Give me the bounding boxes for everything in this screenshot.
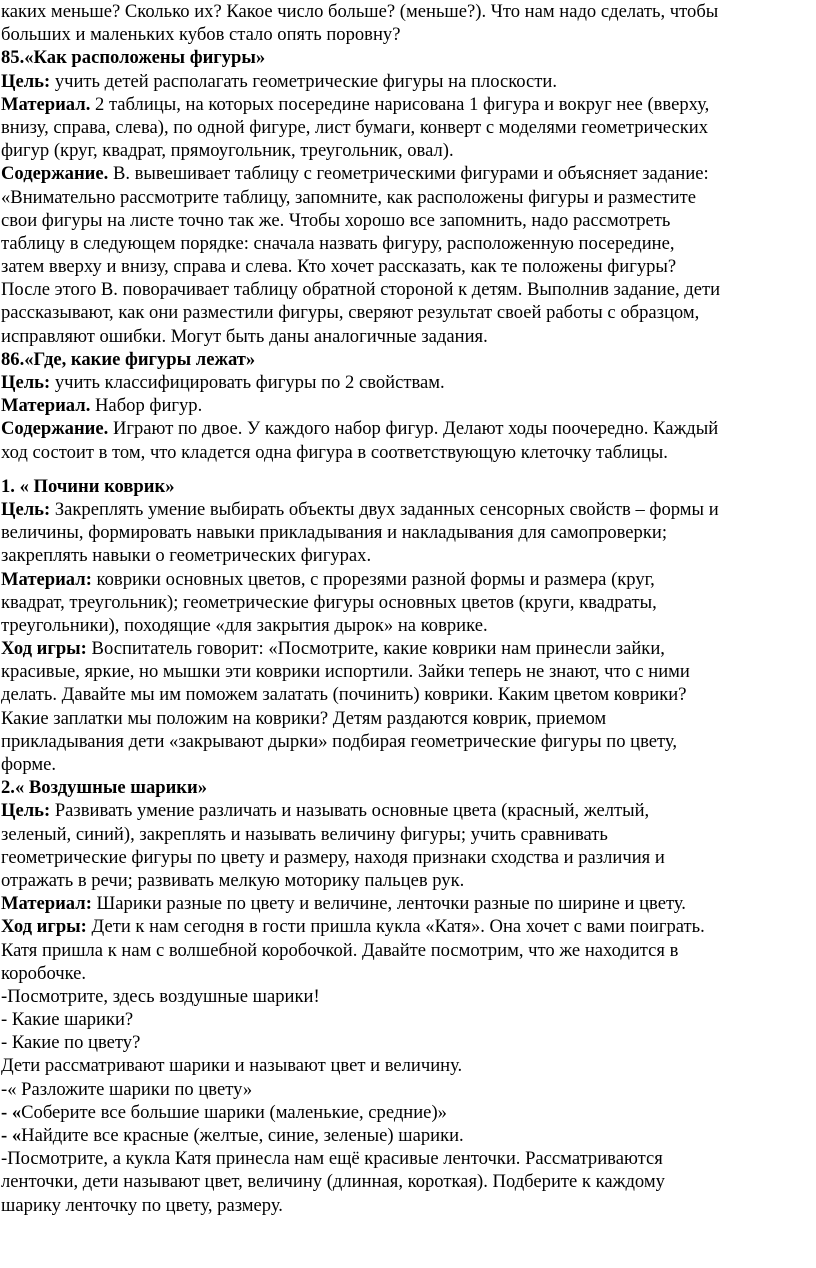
paragraph-line: исправляют ошибки. Могут быть даны аналогичные задания. (1, 325, 488, 347)
paragraph-line: отражать в речи; развивать мелкую моторику пальцев рук. (1, 869, 465, 891)
paragraph-line: - Какие шарики? (1, 1009, 134, 1031)
game-85-material: Материал. 2 таблицы, на которых посередине нарисована 1 фигура и вокруг нее (вверху, (1, 93, 710, 115)
paragraph-line: - Какие по цвету? (1, 1032, 141, 1054)
paragraph-line: затем вверху и внизу, справа и слева. Кто хочет рассказать, как те положены фигуры? (1, 256, 677, 278)
game-1-course: Ход игры: Воспитатель говорит: «Посмотрите, какие коврики нам принесли зайки, (1, 638, 665, 660)
paragraph-line: -« Разложите шарики по цвету» (1, 1078, 253, 1100)
game-2-goal: Цель: Развивать умение различать и называть основные цвета (красный, желтый, (1, 800, 650, 822)
paragraph-line: внизу, справа, слева), по одной фигуре, лист бумаги, конверт с моделями геометрических (1, 116, 709, 138)
course-label: Ход игры: (1, 638, 87, 660)
paragraph-line: рассказывают, как они разместили фигуры, сверяют результат своей работы с образцом, (1, 302, 700, 324)
game-2-material: Материал: Шарики разные по цвету и величине, ленточки разные по ширине и цвету. (1, 893, 686, 915)
game-2-title: 2.« Воздушные шарики» (1, 777, 208, 799)
content-label: Содержание. (1, 418, 109, 440)
paragraph-line: квадрат, треугольник); геометрические фигуры основных цветов (круги, квадраты, (1, 591, 657, 613)
paragraph-line: Какие заплатки мы положим на коврики? Детям раздаются коврик, приемом (1, 707, 607, 729)
collect-instruction: - «Соберите все большие шарики (маленькие, средние)» (1, 1101, 447, 1123)
material-label: Материал. (1, 93, 91, 115)
goal-label: Цель: (1, 70, 51, 92)
paragraph-line: фигур (круг, квадрат, прямоугольник, треугольник, овал). (1, 140, 454, 162)
material-label: Материал: (1, 893, 92, 915)
material-label: Материал. (1, 395, 91, 417)
paragraph-line: -Посмотрите, здесь воздушные шарики! (1, 985, 320, 1007)
paragraph-line: Дети рассматривают шарики и называют цвет и величину. (1, 1055, 463, 1077)
course-label: Ход игры: (1, 916, 87, 938)
game-85-title: 85.«Как расположены фигуры» (1, 47, 266, 69)
game-85-goal: Цель: учить детей располагать геометрические фигуры на плоскости. (1, 70, 558, 92)
paragraph-line: геометрические фигуры по цвету и размеру, находя признаки сходства и различия и (1, 846, 665, 868)
goal-label: Цель: (1, 800, 51, 822)
paragraph-line: форме. (1, 754, 57, 775)
paragraph-line: величины, формировать навыки прикладывания и накладывания для самопроверки; (1, 522, 667, 544)
game-86-material: Материал. Набор фигур. (1, 395, 203, 417)
paragraph-line: шарику ленточку по цвету, размеру. (1, 1194, 283, 1216)
intro-line: каких меньше? Сколько их? Какое число больше? (меньше?). Что нам надо сделать, чтобы (1, 1, 719, 22)
game-1-material: Материал: коврики основных цветов, с прорезями разной формы и размера (круг, (1, 568, 655, 590)
material-label: Материал: (1, 568, 92, 590)
paragraph-line: «Внимательно рассмотрите таблицу, запомните, как расположены фигуры и разместите (1, 186, 696, 208)
paragraph-line: свои фигуры на листе точно так же. Чтобы хорошо все запомнить, надо рассмотреть (1, 209, 671, 231)
section-gap (1, 464, 812, 475)
paragraph-line: таблицу в следующем порядке: сначала назвать фигуру, расположенную посередине, (1, 232, 675, 254)
game-86-title: 86.«Где, какие фигуры лежат» (1, 348, 256, 370)
content-label: Содержание. (1, 163, 109, 185)
find-instruction: - «Найдите все красные (желтые, синие, зеленые) шарики. (1, 1125, 464, 1146)
paragraph-line: треугольники), походящие «для закрытия дырок» на коврике. (1, 614, 488, 636)
game-1-goal: Цель: Закреплять умение выбирать объекты двух заданных сенсорных свойств – формы и (1, 498, 719, 520)
game-86-content: Содержание. Играют по двое. У каждого набор фигур. Делают ходы поочередно. Каждый (1, 418, 719, 440)
game-85-content: Содержание. В. вывешивает таблицу с геометрическими фигурами и объясняет задание: (1, 163, 709, 185)
paragraph-line: закреплять навыки о геометрических фигурах. (1, 545, 372, 567)
paragraph-line: красивые, яркие, но мышки эти коврики испортили. Зайки теперь не знают, что с ними (1, 661, 690, 683)
paragraph-line: зеленый, синий), закреплять и называть величину фигуры; учить сравнивать (1, 823, 608, 845)
paragraph-line: Катя пришла к нам с волшебной коробочкой. Давайте посмотрим, что же находится в (1, 939, 679, 961)
paragraph-line: прикладывания дети «закрывают дырки» подбирая геометрические фигуры по цвету, (1, 730, 677, 752)
paragraph-line: ленточки, дети называют цвет, величину (длинная, короткая). Подберите к каждому (1, 1171, 665, 1193)
goal-label: Цель: (1, 372, 51, 393)
paragraph-line: коробочке. (1, 962, 87, 984)
intro-line: больших и маленьких кубов стало опять поровну? (1, 24, 401, 46)
goal-label: Цель: (1, 498, 51, 520)
paragraph-line: делать. Давайте мы им поможем залатать (починить) коврики. Каким цветом коврики? (1, 684, 687, 706)
game-1-title: 1. « Почини коврик» (1, 475, 175, 497)
paragraph-line: -Посмотрите, а кукла Катя принесла нам ещё красивые ленточки. Рассматриваются (1, 1148, 663, 1170)
game-86-goal: Цель: учить классифицировать фигуры по 2 свойствам. (1, 372, 445, 393)
game-2-course: Ход игры: Дети к нам сегодня в гости пришла кукла «Катя». Она хочет с вами поиграть. (1, 916, 705, 938)
paragraph-line: После этого В. поворачивает таблицу обратной стороной к детям. Выполнив задание, дети (1, 279, 721, 301)
paragraph-line: ход состоит в том, что кладется одна фигура в соответствующую клеточку таблицы. (1, 441, 668, 463)
